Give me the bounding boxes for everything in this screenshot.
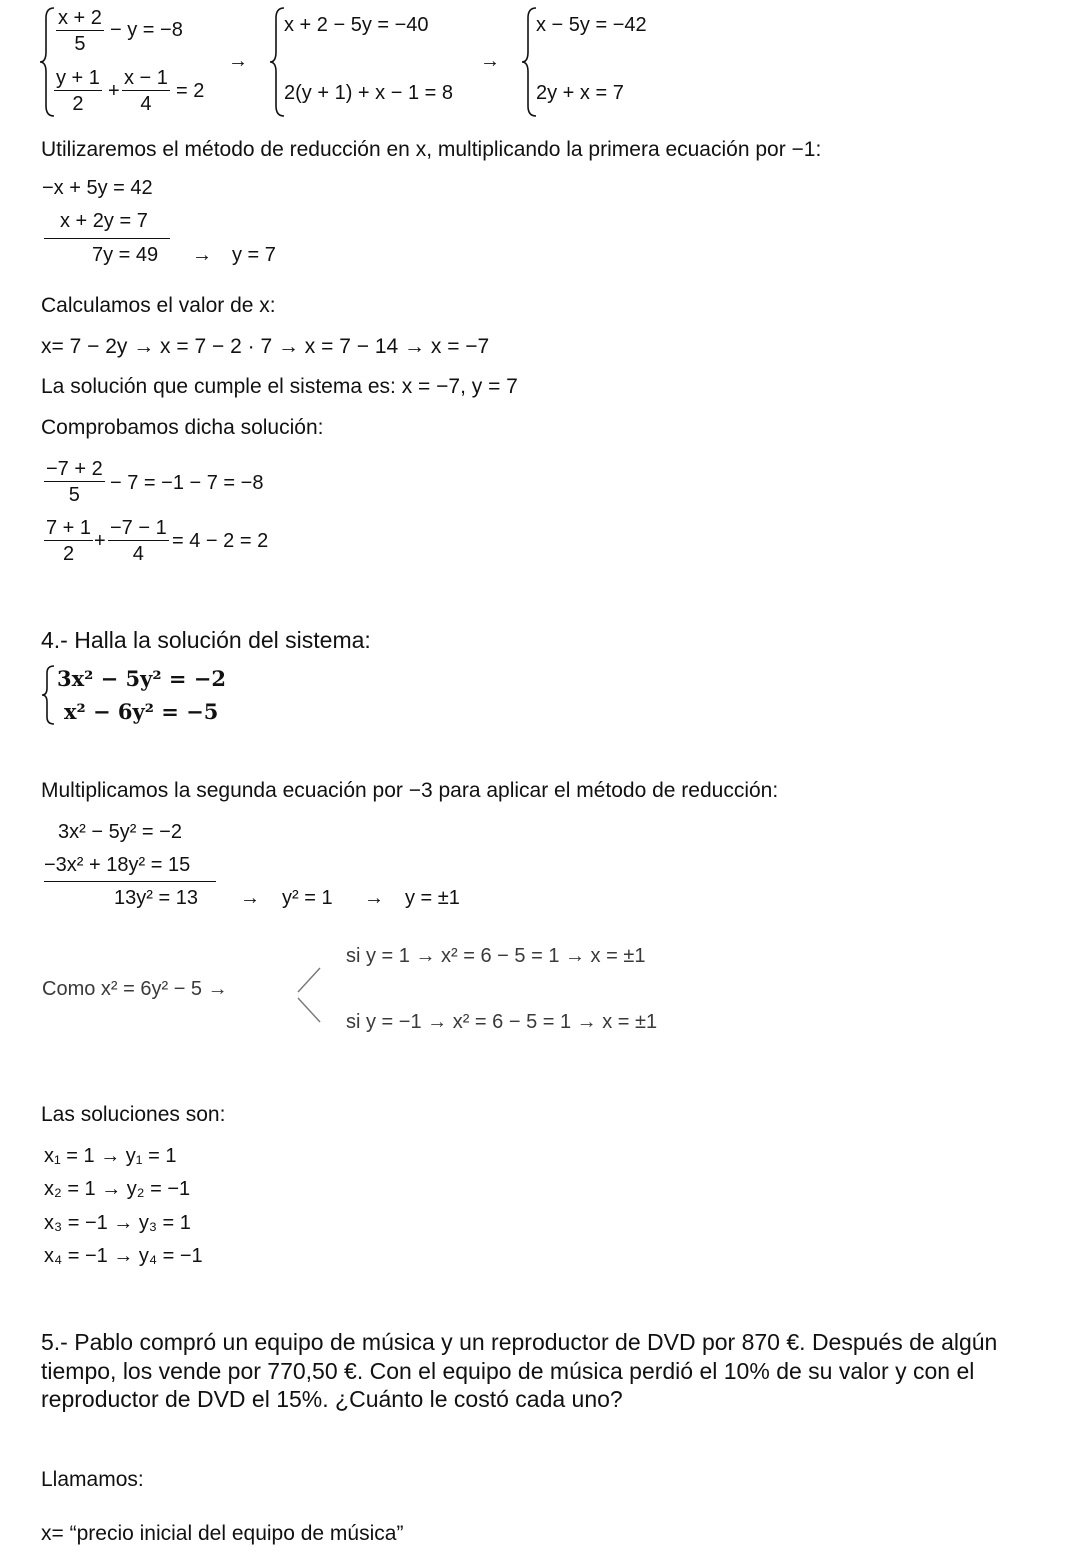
solution-item: x₃ = −1 → y₃ = 1 <box>44 1212 191 1234</box>
fraction-numerator: x − 1 <box>124 67 168 89</box>
solution-item: x₁ = 1 → y₁ = 1 <box>44 1145 177 1167</box>
problem4-case2: si y = −1 → x² = 6 − 5 = 1 → x = ±1 <box>346 1011 658 1033</box>
system1-eq2-rest: = 2 <box>176 80 205 102</box>
system1-eq1-rest: − y = −8 <box>110 19 183 41</box>
fraction-numerator: −7 + 2 <box>46 458 103 480</box>
arrow-icon: → <box>364 887 384 909</box>
reduction1-line1: −x + 5y = 42 <box>42 177 153 199</box>
fraction-denominator: 4 <box>140 93 152 115</box>
problem4-red-line2: −3x² + 18y² = 15 <box>44 854 191 876</box>
calc-x-intro: Calculamos el valor de x: <box>41 294 276 317</box>
system1-eq2-fraction-b <box>122 68 170 114</box>
arrow-icon: → <box>240 887 260 909</box>
system1-final-eq2: 2y + x = 7 <box>536 82 624 104</box>
check-intro: Comprobamos dicha solución: <box>41 416 324 439</box>
reduction1-line2: x + 2y = 7 <box>60 210 148 232</box>
solution-item: x₄ = −1 → y₄ = −1 <box>44 1245 203 1267</box>
calc-x-steps: x= 7 − 2y → x = 7 − 2 · 7 → x = 7 − 14 → x = −7 <box>41 335 490 358</box>
calc-x-solution: La solución que cumple el sistema es: x = −7, y = 7 <box>41 375 518 398</box>
problem4-title: 4.- Halla la solución del sistema: <box>41 627 371 653</box>
problem4-intro: Multiplicamos la segunda ecuación por −3 para aplicar el método de reducción: <box>41 779 779 802</box>
problem4-y-squared: y² = 1 <box>282 887 333 909</box>
problem4-sum-line <box>44 881 216 882</box>
arrow-icon: → <box>192 244 212 266</box>
reduction1-sum-line <box>44 238 170 239</box>
fraction-numerator: x + 2 <box>58 7 102 29</box>
check1-fraction <box>44 459 105 505</box>
problem5-title-line1: 5.- Pablo compró un equipo de música y un reproductor de DVD por 870 €. Después de algún <box>41 1329 998 1355</box>
problem4-y-plusminus: y = ±1 <box>405 887 460 909</box>
problem4-eq2: x² − 6y² = −5 <box>64 699 219 724</box>
system1-eq1-fraction <box>56 8 104 54</box>
solutions-label: Las soluciones son: <box>41 1103 226 1126</box>
branch-icon <box>296 964 326 1026</box>
reduction1-intro: Utilizaremos el método de reducción en x, multiplicando la primera ecuación por −1: <box>41 138 822 161</box>
fraction-numerator: 7 + 1 <box>46 517 92 539</box>
fraction-numerator: −7 − 1 <box>110 517 167 539</box>
problem4-red-line1: 3x² − 5y² = −2 <box>58 821 182 843</box>
arrow-icon: → <box>480 50 500 72</box>
reduction1-result: 7y = 49 <box>92 244 159 266</box>
fraction-denominator: 5 <box>68 484 80 506</box>
system1-eq2-fraction-a <box>54 68 102 114</box>
check1-rest: − 7 = −1 − 7 = −8 <box>110 472 264 494</box>
problem4-eq1: 3x² − 5y² = −2 <box>57 666 226 691</box>
reduction1-y-value: y = 7 <box>232 244 276 266</box>
plus-sign: + <box>108 80 120 102</box>
fraction-denominator: 2 <box>72 93 84 115</box>
check1-fraction-a <box>44 518 93 564</box>
system1-mid-eq2: 2(y + 1) + x − 1 = 8 <box>284 82 453 104</box>
problem4-como: Como x² = 6y² − 5 → <box>42 978 228 1000</box>
x-definition: x= “precio inicial del equipo de música” <box>41 1522 404 1545</box>
llamamos-label: Llamamos: <box>41 1468 144 1491</box>
check1-rest2: = 4 − 2 = 2 <box>172 530 269 552</box>
problem4-case1: si y = 1 → x² = 6 − 5 = 1 → x = ±1 <box>346 945 646 967</box>
problem5-title-line2: tiempo, los vende por 770,50 €. Con el equipo de música perdió el 10% de su valor y con el <box>41 1358 975 1384</box>
plus-sign: + <box>94 530 106 552</box>
fraction-denominator: 2 <box>62 543 75 565</box>
system1-final-eq1: x − 5y = −42 <box>536 14 647 36</box>
arrow-icon: → <box>228 50 248 72</box>
fraction-denominator: 4 <box>132 543 144 565</box>
fraction-denominator: 5 <box>74 33 86 55</box>
fraction-numerator: y + 1 <box>56 67 100 89</box>
system1-mid-eq1: x + 2 − 5y = −40 <box>284 14 429 36</box>
problem4-brace <box>40 664 56 726</box>
problem4-red-result: 13y² = 13 <box>114 887 198 909</box>
check1-fraction-b <box>108 518 169 564</box>
solution-item: x₂ = 1 → y₂ = −1 <box>44 1178 191 1200</box>
problem5-title-line3: reproductor de DVD el 15%. ¿Cuánto le costó cada uno? <box>41 1386 623 1412</box>
